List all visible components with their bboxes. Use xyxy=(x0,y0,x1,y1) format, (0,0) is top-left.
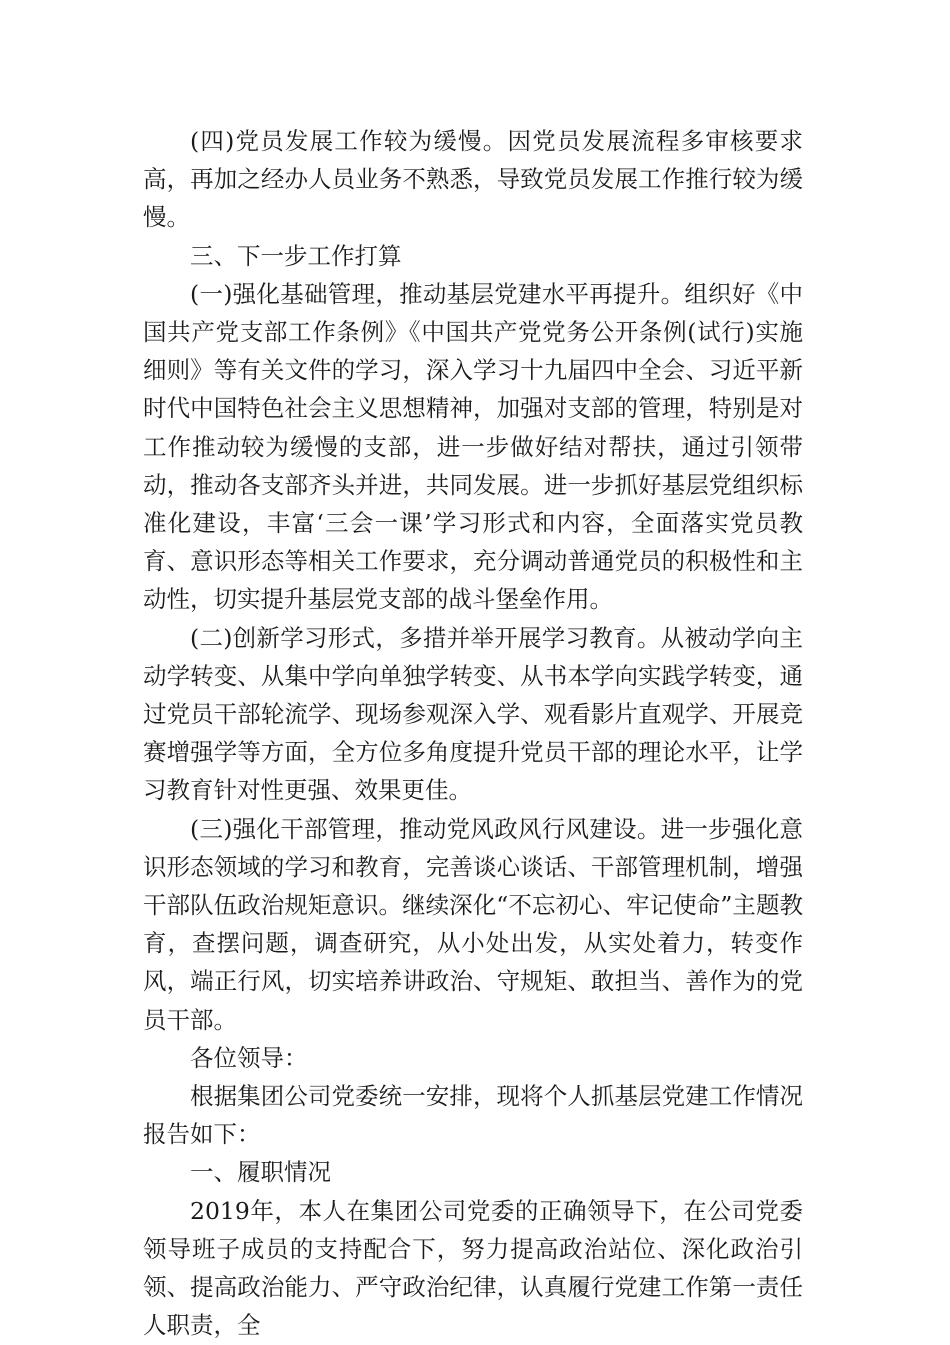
paragraph-basic-management: (一)强化基础管理，推动基层党建水平再提升。组织好《中国共产党支部工作条例》《中国共产党党务公开条例(试行)实施细则》等有关文件的学习，深入学习十九届四中全会、习近平新时代中国特色社会主义思想精神，加强对支部的管理，特别是对工作推动较为缓慢的支部，进一步做好结对帮扶，通过引领带动，推动各支部齐头并进，共同发展。进一步抓好基层党组织标准化建设，丰富‘三会一课’学习形式和内容，全面落实党员教育、意识形态等相关工作要求，充分调动普通党员的积极性和主动性，切实提升基层党支部的战斗堡垒作用。 xyxy=(143,279,803,614)
paragraph-2019-summary: 2019年，本人在集团公司党委的正确领导下，在公司党委领导班子成员的支持配合下，努力提高政治站位、深化政治引领、提高政治能力、严守政治纪律，认真履行党建工作第一责任人职责，全 xyxy=(143,1196,803,1340)
paragraph-report-intro: 根据集团公司党委统一安排，现将个人抓基层党建工作情况报告如下： xyxy=(143,1082,803,1149)
paragraph-learning-forms: (二)创新学习形式，多措并举开展学习教育。从被动学向主动学转变、从集中学向单独学转变、从书本学向实践学转变，通过党员干部轮流学、现场参观深入学、观看影片直观学、开展竞赛增强学等方面，全方位多角度提升党员干部的理论水平，让学习教育针对性更强、效果更佳。 xyxy=(143,623,803,805)
heading-next-steps: 三、下一步工作打算 xyxy=(190,241,402,270)
paragraph-cadre-management: (三)强化干部管理，推动党风政风行风建设。进一步强化意识形态领域的学习和教育，完善谈心谈话、干部管理机制，增强干部队伍政治规矩意识。继续深化“不忘初心、牢记使命”主题教育，查摆问题，调查研究，从小处出发，从实处着力，转变作风，端正行风，切实培养讲政治、守规矩、敢担当、善作为的党员干部。 xyxy=(143,814,803,1034)
heading-duty-performance: 一、履职情况 xyxy=(190,1158,331,1187)
document-page xyxy=(143,122,803,1345)
salutation: 各位领导： xyxy=(190,1043,308,1072)
paragraph-member-development: (四)党员发展工作较为缓慢。因党员发展流程多审核要求高，再加之经办人员业务不熟悉，导致党员发展工作推行较为缓慢。 xyxy=(143,127,803,232)
